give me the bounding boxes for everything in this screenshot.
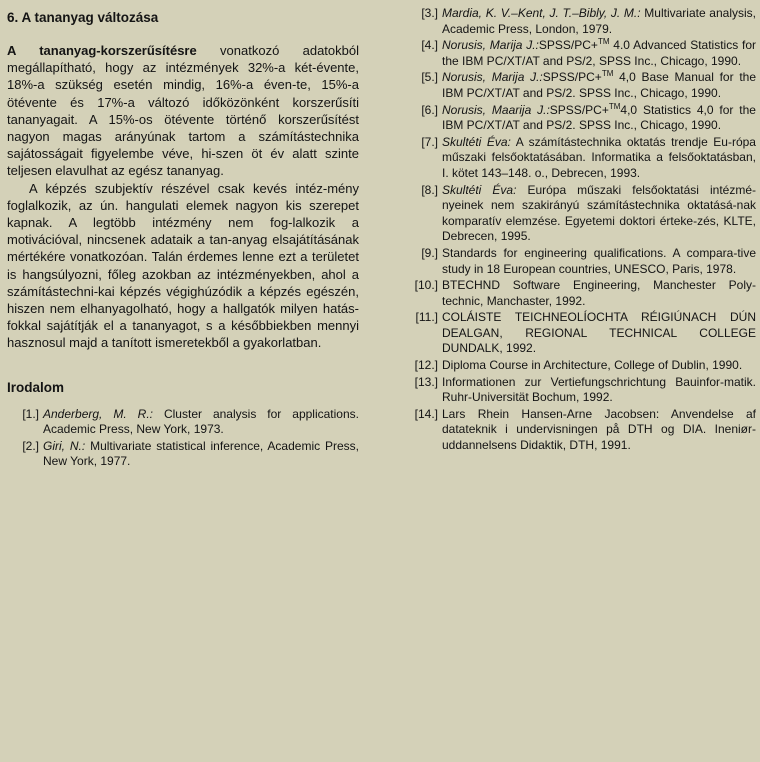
reference-item bbox=[404, 6, 756, 37]
reference-text: Standards for engineering qualifications. A compara-tive study in 18 European countries, UNESCO, Paris, 1978. bbox=[442, 245, 756, 276]
reference-item bbox=[404, 358, 756, 374]
reference-text: Lars Rhein Hansen-Arne Jacobsen: Anvendelse af datateknik i undervisningen på DTH og DIA. Ineniør-uddannelsens Didaktik, DTH, 1991. bbox=[442, 406, 756, 453]
reference-text: Norusis, Maarija J.:SPSS/PC+™4,0 Statistics 4,0 for the IBM PC/XT/AT and PS/2. SPSS Inc., Chicago, 1990. bbox=[442, 101, 756, 133]
reference-text: COLÁISTE TEICHNEOLÍOCHTA RÉIGIÚNACH DÚN DEALGAN, REGIONAL TECHNICAL COLLEGE DUNDALK, 1992. bbox=[442, 310, 756, 356]
right-column bbox=[404, 6, 756, 455]
reference-author: Skultéti Éva: bbox=[442, 134, 511, 149]
reference-text: Skultéti Éva: A számítástechnika oktatás trendje Eu-rópa műszaki felsőoktatásában. Informatika a felsőoktatásban, I. kötet 143–148. o., Debrecen, 1993. bbox=[442, 134, 756, 180]
reference-number: [1.] bbox=[22, 406, 39, 421]
reference-number: [9.] bbox=[421, 245, 438, 260]
reference-text: Giri, N.: Multivariate statistical inference, Academic Press, New York, 1977. bbox=[43, 438, 359, 469]
reference-number: [6.] bbox=[421, 102, 438, 117]
reference-author: Norusis, Maarija J.: bbox=[442, 102, 550, 117]
reference-number: [11.] bbox=[415, 310, 438, 325]
trademark-mark: TM bbox=[608, 101, 621, 111]
reference-item bbox=[7, 407, 359, 438]
reference-number: [2.] bbox=[22, 438, 39, 453]
reference-text: Mardia, K. V.–Kent, J. T.–Bibly, J. M.: Multivariate analysis, Academic Press, London, 1979. bbox=[442, 6, 756, 36]
reference-item bbox=[404, 38, 756, 69]
reference-item bbox=[404, 135, 756, 182]
paragraph-1-text: vonatkozó adatokból megállapítható, hogy az intézmények 32%-a két-évente, 18%-a szükség esetén mindig, 16%-a éven-te, 15%-a ötévente és 17%-a változó időközönként korszerűsíti tananyagait. A 15%-os ötévente történő korszerűsítést nagyon magas arányúnak tartom a számítástechnika sajátosságait figyelembe véve, hi-szen öt év alatt szinte teljesen elavulhat az egész tananyag. bbox=[7, 43, 359, 179]
left-column bbox=[7, 8, 359, 471]
trademark-mark: TM bbox=[597, 37, 610, 47]
reference-item bbox=[404, 310, 756, 357]
trademark-mark: TM bbox=[601, 69, 614, 79]
reference-item bbox=[7, 439, 359, 470]
paragraph-1-bold: A tananyag-korszerűsítésre bbox=[7, 43, 197, 58]
reference-item bbox=[404, 407, 756, 454]
references-list-left bbox=[7, 407, 359, 470]
reference-item bbox=[404, 246, 756, 277]
reference-text: Skultéti Éva: Európa műszaki felsőoktatási intézmé-nyeinek nem szakirányú számítástechnika oktatásá-nak komparatív elemzése. Egyetemi doktori érteke-zés, KLTE, Debrecen, 1995. bbox=[442, 182, 756, 244]
reference-author: Skultéti Éva: bbox=[442, 182, 517, 197]
reference-item bbox=[404, 183, 756, 245]
reference-author: Norusis, Marija J.: bbox=[442, 38, 539, 53]
section-heading: 6. A tananyag változása bbox=[7, 10, 159, 25]
reference-number: [3.] bbox=[421, 6, 438, 20]
reference-item bbox=[404, 278, 756, 309]
reference-number: [13.] bbox=[414, 374, 438, 389]
reference-number: [7.] bbox=[421, 134, 438, 149]
reference-number: [12.] bbox=[414, 358, 438, 373]
reference-number: [4.] bbox=[421, 38, 438, 53]
reference-item bbox=[404, 103, 756, 134]
reference-author: Anderberg, M. R.: bbox=[43, 406, 153, 421]
reference-text: BTECHND Software Engineering, Manchester Poly-technic, Manchaster, 1992. bbox=[442, 278, 756, 308]
paragraph-1 bbox=[7, 42, 359, 180]
reference-number: [14.] bbox=[414, 406, 438, 421]
paragraph-2: A képzés szubjektív részével csak kevés intéz-mény foglalkozik, az ún. hangulati elemek nagyon kis szerepet kapnak. A legtöbb intézmény nem fog-lalkozik a motivációval, nincsenek adataik a tan-anyag elsajátításának mértékére vonatkozóan. Talán érdemes lenne ezt a területet is hangsúlyozni, főleg azokban az intézményekben, ahol a számítástechni-kai képzés végighúzódik a képzés egészén, hiszen nem elhanyagolható, hogy a hallgatók milyen hatás-fokkal sajátítják el a tananyagot, s a későbbiekben mennyi hasznosul majd a tanított ismeretekből a gyakorlatban. bbox=[7, 180, 359, 351]
reference-item bbox=[404, 375, 756, 406]
reference-text: Anderberg, M. R.: Cluster analysis for applications. Academic Press, New York, 1973. bbox=[43, 406, 359, 437]
reference-author: Mardia, K. V.–Kent, J. T.–Bibly, J. M.: bbox=[442, 6, 641, 20]
reference-number: [5.] bbox=[421, 70, 438, 85]
references-heading: Irodalom bbox=[7, 379, 65, 395]
reference-text: Norusis, Marija J.:SPSS/PC+™ 4,0 Base Manual for the IBM PC/XT/AT and PS/2. SPSS Inc., Chicago, 1990. bbox=[442, 69, 756, 100]
reference-author: Giri, N.: bbox=[43, 438, 86, 453]
reference-text: Norusis, Marija J.:SPSS/PC+™ 4.0 Advanced Statistics for the IBM PC/XT/AT and PS/2, SPSS Inc., Chicago, 1990. bbox=[442, 37, 756, 68]
reference-text: Informationen zur Vertiefungschrichtung Bauinfor-matik. Ruhr-Universität Bochum, 1992. bbox=[442, 374, 756, 405]
reference-item bbox=[404, 70, 756, 101]
reference-number: [10.] bbox=[414, 278, 438, 293]
reference-number: [8.] bbox=[421, 182, 438, 197]
reference-text: Diploma Course in Architecture, College of Dublin, 1990. bbox=[442, 358, 743, 373]
reference-author: Norusis, Marija J.: bbox=[442, 70, 543, 85]
